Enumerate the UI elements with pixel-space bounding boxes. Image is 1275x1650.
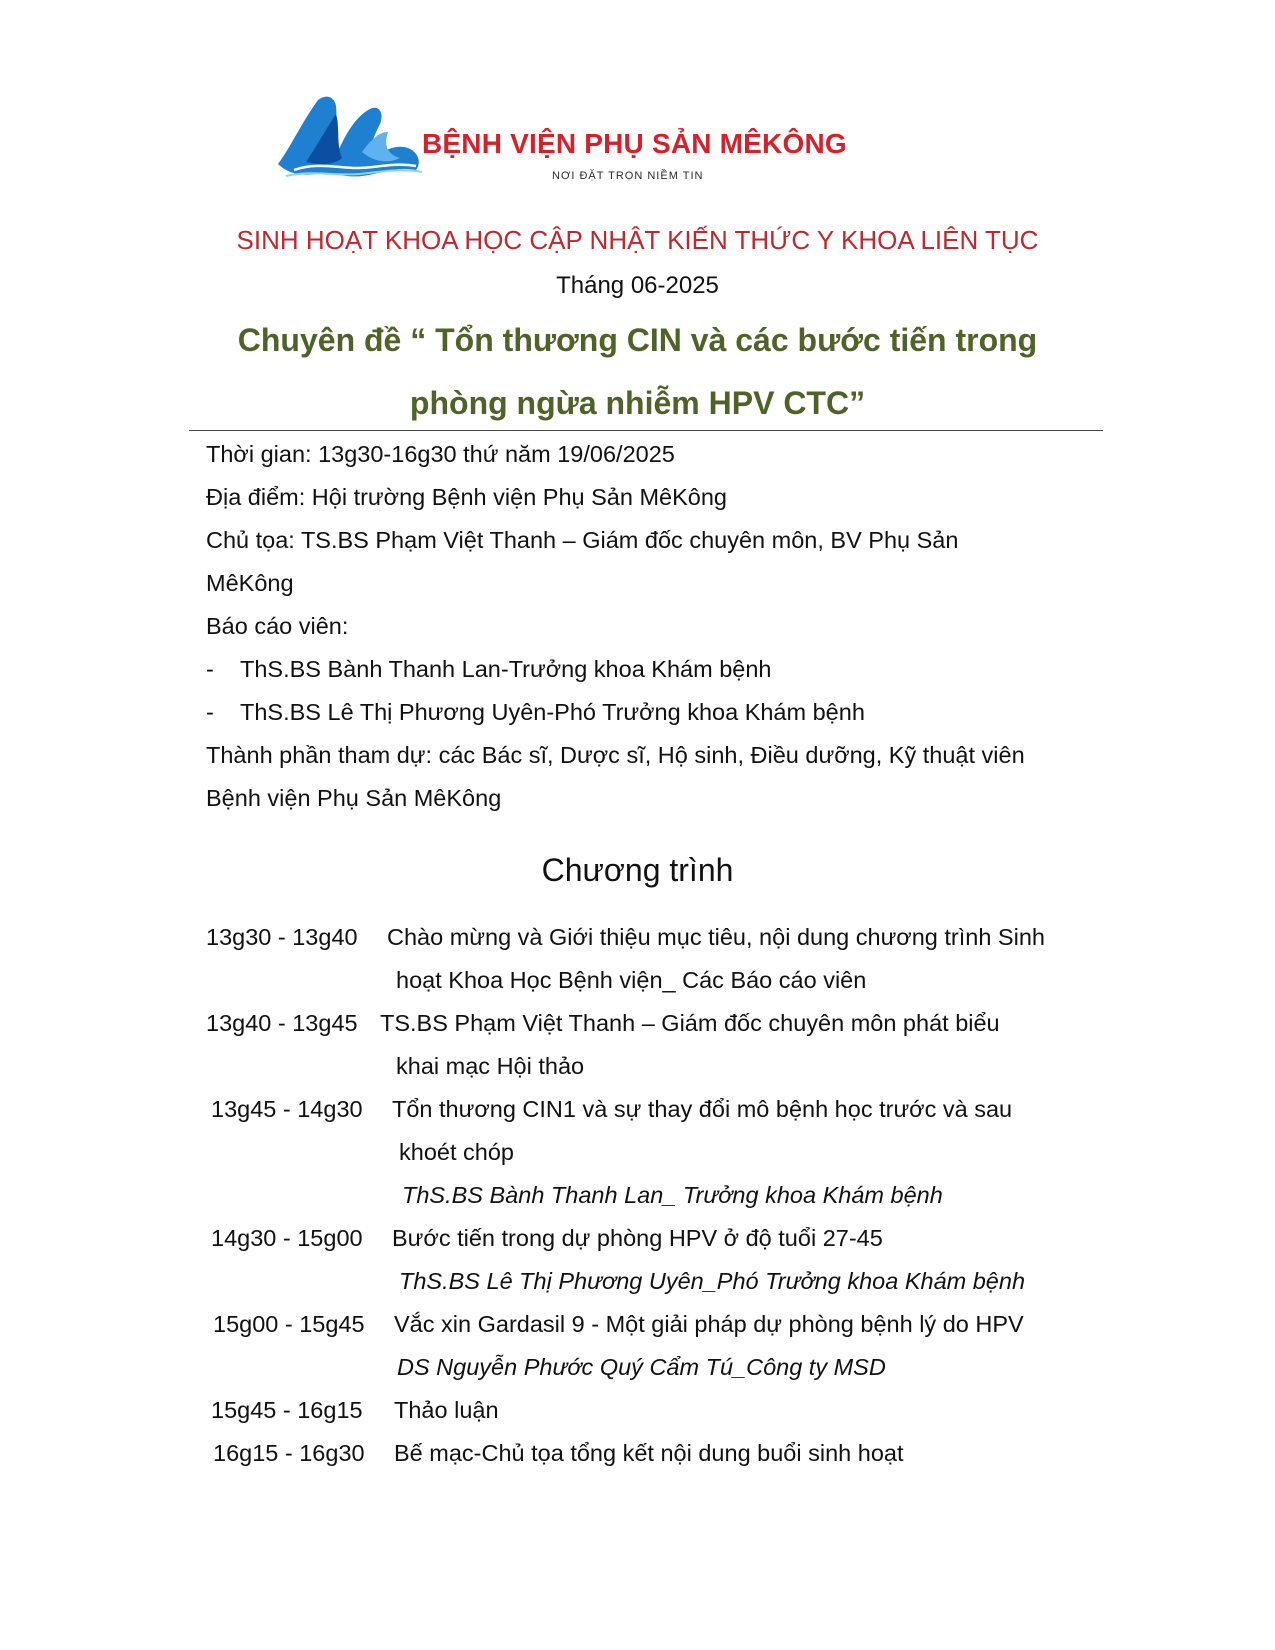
logo-hospital-name: BỆNH VIỆN PHỤ SẢN MÊKÔNG [422,128,847,159]
program-item-speaker: DS Nguyễn Phước Quý Cẩm Tú_Công ty MSD [397,1354,886,1380]
event-title: SINH HOẠT KHOA HỌC CẬP NHẬT KIẾN THỨC Y KHOA LIÊN TỤC [236,225,1039,255]
program-item-desc: Vắc xin Gardasil 9 - Một giải pháp dự phòng bệnh lý do HPV [394,1311,1024,1337]
info-chair-continued: MêKông [206,570,294,596]
hospital-logo [276,92,847,192]
bullet-dash: - [206,656,214,682]
info-time: Thời gian: 13g30-16g30 thứ năm 19/06/2025 [206,441,675,467]
program-item-time: 13g45 - 14g30 [211,1096,363,1122]
logo-slogan: NƠI ĐẶT TRỌN NIỀM TIN [552,170,704,182]
info-attendees-continued: Bệnh viện Phụ Sản MêKông [206,785,502,811]
program-item-speaker: ThS.BS Bành Thanh Lan_ Trưởng khoa Khám bệnh [402,1182,943,1208]
info-speakers-label: Báo cáo viên: [206,613,349,639]
program-item-desc: Chào mừng và Giới thiệu mục tiêu, nội dung chương trình Sinh [387,924,1045,950]
program-item-desc-continued: khoét chóp [399,1139,514,1165]
program-item-desc-continued: hoạt Khoa Học Bệnh viện_ Các Báo cáo viên [396,967,867,993]
program-item-desc: Bế mạc-Chủ tọa tổng kết nội dung buổi sinh hoạt [394,1440,904,1466]
program-item-speaker: ThS.BS Lê Thị Phương Uyên_Phó Trưởng khoa Khám bệnh [399,1268,1026,1294]
program-title: Chương trình [541,852,734,888]
info-attendees: Thành phần tham dự: các Bác sĩ, Dược sĩ, Hộ sinh, Điều dưỡng, Kỹ thuật viên [206,742,1025,768]
program-item-time: 15g00 - 15g45 [213,1311,365,1337]
info-chair: Chủ tọa: TS.BS Phạm Việt Thanh – Giám đốc chuyên môn, BV Phụ Sản [206,527,959,553]
speaker-list-item: ThS.BS Lê Thị Phương Uyên-Phó Trưởng khoa Khám bệnh [240,699,865,725]
program-item-desc: TS.BS Phạm Việt Thanh – Giám đốc chuyên môn phát biểu [380,1010,1000,1036]
program-item-time: 15g45 - 16g15 [211,1397,363,1423]
topic-line-2: phòng ngừa nhiễm HPV CTC” [409,385,866,421]
info-location: Địa điểm: Hội trường Bệnh viện Phụ Sản MêKông [206,484,728,510]
program-item-time: 13g40 - 13g45 [206,1010,358,1036]
program-item-desc: Thảo luận [394,1397,499,1423]
bullet-dash: - [206,699,214,725]
wave-logo-icon [276,92,426,182]
program-item-desc: Bước tiến trong dự phòng HPV ở độ tuổi 27-45 [392,1225,883,1251]
program-item-time: 13g30 - 13g40 [206,924,358,950]
program-item-desc-continued: khai mạc Hội thảo [396,1053,585,1079]
program-item-time: 16g15 - 16g30 [213,1440,365,1466]
program-item-time: 14g30 - 15g00 [211,1225,363,1251]
event-month: Tháng 06-2025 [556,272,719,299]
divider [189,430,1103,431]
topic-line-1: Chuyên đề “ Tổn thương CIN và các bước tiến trong [237,322,1038,358]
program-item-desc: Tổn thương CIN1 và sự thay đổi mô bệnh học trước và sau [392,1096,1013,1122]
speaker-list-item: ThS.BS Bành Thanh Lan-Trưởng khoa Khám bệnh [240,656,772,682]
